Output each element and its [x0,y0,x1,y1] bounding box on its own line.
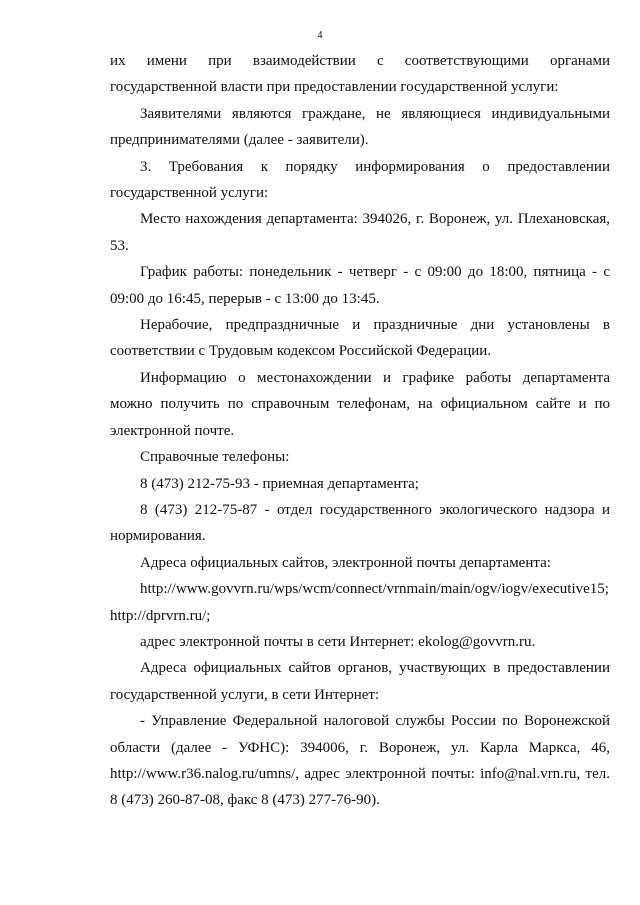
paragraph: Нерабочие, предпраздничные и праздничные дни установлены в соответствии с Трудовым кодексом Российской Федерации. [110,317,610,360]
paragraph: 8 (473) 212-75-93 - приемная департамента; [140,475,419,492]
paragraph: - Управление Федеральной налоговой службы России по Воронежской области (далее - УФНС): 394006, г. Воронеж, ул. Карла Маркса, 46, http://www.r36.nalog.ru/umns/, адрес электронной почты: info@nal.vrn.ru, тел. 8 (473) 260-87-08, факс 8 (473) 277-76-90). [110,713,610,809]
paragraph: Адреса официальных сайтов органов, участвующих в предоставлении государственной услуги, в сети Интернет: [110,660,610,703]
paragraph: Информацию о местонахождении и графике работы департамента можно получить по справочным телефонам, на официальном сайте и по электронной почте. [110,369,610,439]
paragraph: Адреса официальных сайтов, электронной почты департамента: [140,554,551,571]
paragraph: 3. Требования к порядку информирования о предоставлении государственной услуги: [110,158,610,202]
paragraph: адрес электронной почты в сети Интернет: ekolog@govvrn.ru. [140,633,536,650]
paragraph: Справочные телефоны: [140,449,290,466]
document-body [110,48,610,814]
page-number: 4 [317,30,323,41]
paragraph: График работы: понедельник - четверг - с 09:00 до 18:00, пятница - с 09:00 до 16:45, перерыв - с 13:00 до 13:45. [110,264,610,307]
paragraph: Место нахождения департамента: 394026, г. Воронеж, ул. Плехановская, 53. [110,211,610,254]
paragraph: Заявителями являются граждане, не являющиеся индивидуальными предпринимателями (далее - заявители). [110,105,610,149]
paragraph: их имени при взаимодействии с соответствующими органами государственной власти при предоставлении государственной услуги: [110,53,610,96]
paragraph: 8 (473) 212-75-87 - отдел государственного экологического надзора и нормирования. [110,501,610,545]
paragraph: http://www.govvrn.ru/wps/wcm/connect/vrnmain/main/ogv/iogv/executive15; http://dprvrn.ru/; [110,581,609,624]
